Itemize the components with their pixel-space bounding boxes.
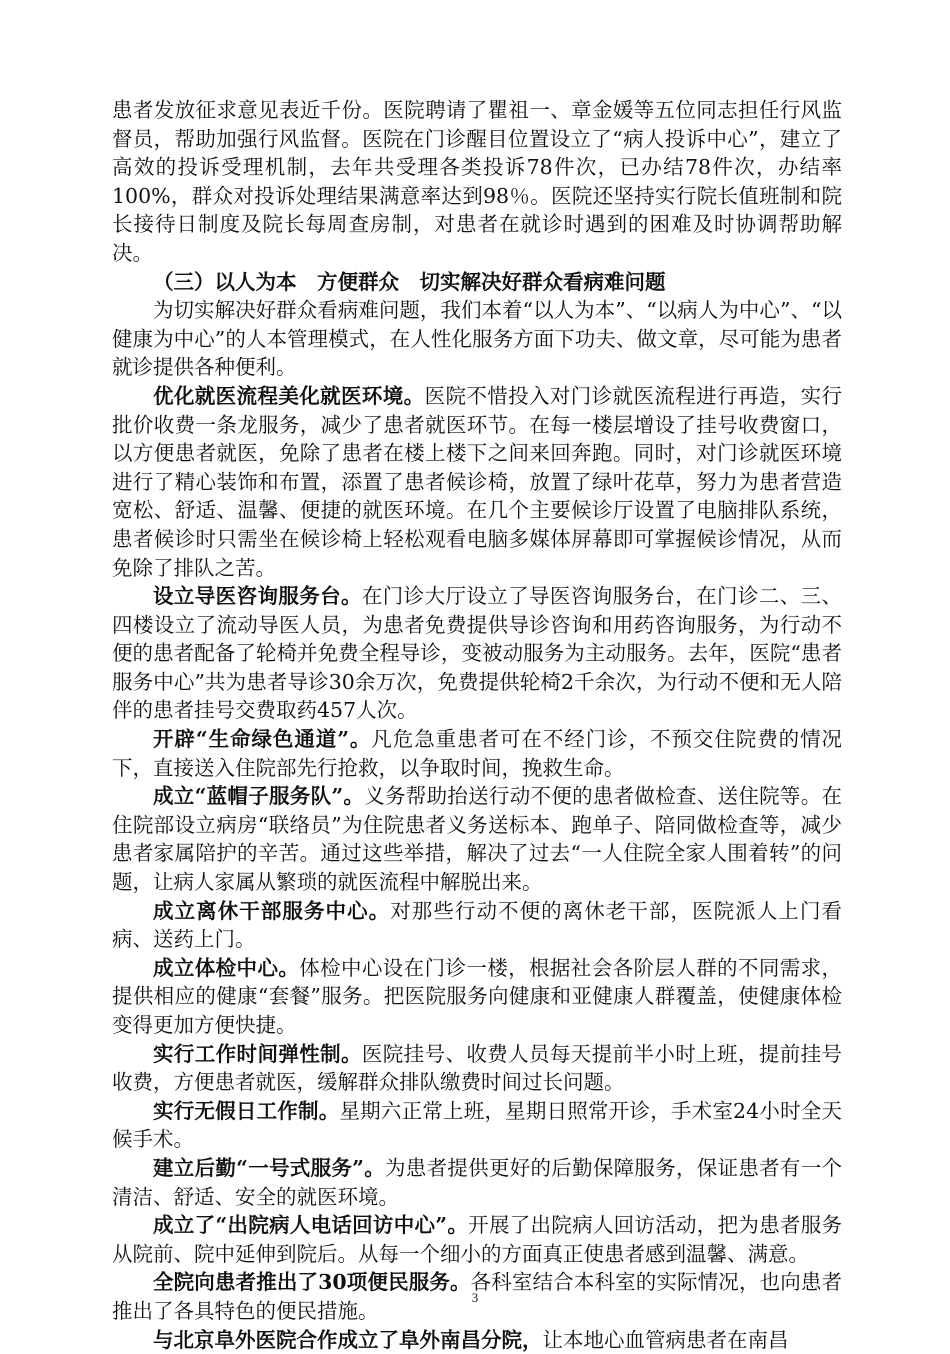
paragraph-text: 星期六正常上班，星期日照常开诊，手术室24小时全天候手术。 — [112, 1098, 843, 1152]
page-number: 3 — [471, 1290, 479, 1305]
paragraph-text: 医院不惜投入对门诊就医流程进行再造，实行批价收费一条龙服务，减少了患者就医环节。在每一楼层增设了挂号收费窗口，以方便患者就医，免除了患者在楼上楼下之间来回奔跑。同时，对门诊就医环境进行了精心装饰和布置，添置了患者候诊椅，放置了绿叶花草，努力为患者营造宽松、舒适、温馨、便捷的就医环境。在几个主要候诊厅设置了电脑排队系统，患者候诊时只需坐在候诊椅上轻松观看电脑多媒体屏幕即可掌握候诊情况，从而免除了排队之苦。 — [112, 383, 842, 580]
paragraph-text: 各科室结合本科室的实际情况，也向患者推出了各具特色的便民措施。 — [112, 1270, 842, 1323]
paragraph-guide-desk — [112, 582, 842, 725]
paragraph-lead: 实行无假日工作制。 — [153, 1098, 340, 1123]
paragraph-lead: 优化就医流程美化就医环境。 — [153, 383, 425, 408]
document-body — [112, 96, 842, 1354]
paragraph-lead: 实行工作时间弹性制。 — [153, 1041, 362, 1066]
section-heading: （三）以人为本 方便群众 切实解决好群众看病难问题 — [153, 269, 666, 294]
paragraph-text: 医院挂号、收费人员每天提前半小时上班，提前挂号收费，方便患者就医，缓解群众排队缴费时间过长问题。 — [112, 1041, 842, 1095]
paragraph-lead: 建立后勤“一号式服务”。 — [153, 1155, 386, 1180]
paragraph-no-holiday — [112, 1097, 842, 1154]
paragraph-text: 对那些行动不便的离休老干部，医院派人上门看病、送药上门。 — [112, 898, 843, 952]
paragraph-lead: 成立体检中心。 — [153, 955, 300, 980]
paragraph-logistics — [112, 1154, 842, 1211]
paragraph-retired-cadres — [112, 897, 842, 954]
paragraph-text: 为患者提供更好的后勤保障服务，保证患者有一个清洁、舒适、安全的就医环境。 — [112, 1155, 843, 1209]
paragraph-lead: 成立离休干部服务中心。 — [153, 898, 391, 923]
paragraph-lead: 成立了“出院病人电话回访中心”。 — [153, 1213, 469, 1238]
paragraph-follow-up — [112, 1211, 842, 1268]
paragraph-green-channel — [112, 725, 842, 782]
paragraph-text: 义务帮助抬送行动不便的患者做检查、送住院等。在住院部设立病房“联络员”为住院患者义务送标本、跑单子、陪同做检查等，减少患者家属陪护的辛苦。通过这些举措，解决了过去“一人住院全家人围着转”的问题，让病人家属从繁琐的就医流程中解脱出来。 — [112, 784, 842, 895]
paragraph-text: 在门诊大厅设立了导医咨询服务台，在门诊二、三、四楼设立了流动导医人员，为患者免费提供导诊咨询和用药咨询服务，为行动不便的患者配备了轮椅并免费全程导诊，变被动服务为主动服务。去年，医院“患者服务中心”共为患者导诊30余万次，免费提供轮椅2千余次，为行动不便和无人陪伴的患者挂号交费取药457人次。 — [112, 584, 842, 723]
paragraph-text: 让本地心血管病患者在南昌 — [542, 1327, 789, 1352]
paragraph-checkup-center — [112, 954, 842, 1040]
paragraph-lead: 与北京阜外医院合作成立了阜外南昌分院， — [153, 1327, 543, 1352]
paragraph-blue-hat — [112, 782, 842, 896]
paragraph-lead: 设立导医咨询服务台。 — [153, 584, 362, 609]
paragraph-text: 凡危急重患者可在不经门诊，不预交住院费的情况下，直接送入住院部先行抢救，以争取时间，挽救生命。 — [112, 727, 842, 780]
paragraph-text: 开展了出院病人回访活动，把为患者服务从院前、院中延伸到院后。从每一个细小的方面真正使患者感到温馨、满意。 — [112, 1213, 843, 1266]
paragraph-text: 体检中心设在门诊一楼，根据社会各阶层人群的不同需求，提供相应的健康“套餐”服务。把医院服务向健康和亚健康人群覆盖，使健康体检变得更加方便快捷。 — [112, 955, 842, 1037]
paragraph-supervision: 患者发放征求意见表近千份。医院聘请了瞿祖一、章金媛等五位同志担任行风监督员，帮助加强行风监督。医院在门诊醒目位置设立了“病人投诉中心”，建立了高效的投诉受理机制，去年共受理各类投诉78件次，已办结78件次，办结率100%，群众对投诉处理结果满意率达到98％。医院还坚持实行院长值班制和院长接待日制度及院长每周查房制，对患者在就诊时遇到的困难及时协调帮助解决。 — [112, 98, 842, 265]
paragraph-lead: 成立“蓝帽子服务队”。 — [153, 784, 365, 809]
paragraph-fuwai — [112, 1326, 842, 1354]
paragraph-lead: 全院向患者推出了30项便民服务。 — [153, 1270, 471, 1295]
paragraph-workflow — [112, 382, 842, 582]
paragraph-flex-hours — [112, 1040, 842, 1097]
paragraph-lead: 开辟“生命绿色通道”。 — [153, 727, 372, 752]
paragraph-intro: 为切实解决好群众看病难问题，我们本着“以人为本”、“以病人为中心”、“以健康为中心”的人本管理模式，在人性化服务方面下功夫、做文章，尽可能为患者就诊提供各种便利。 — [112, 298, 842, 380]
